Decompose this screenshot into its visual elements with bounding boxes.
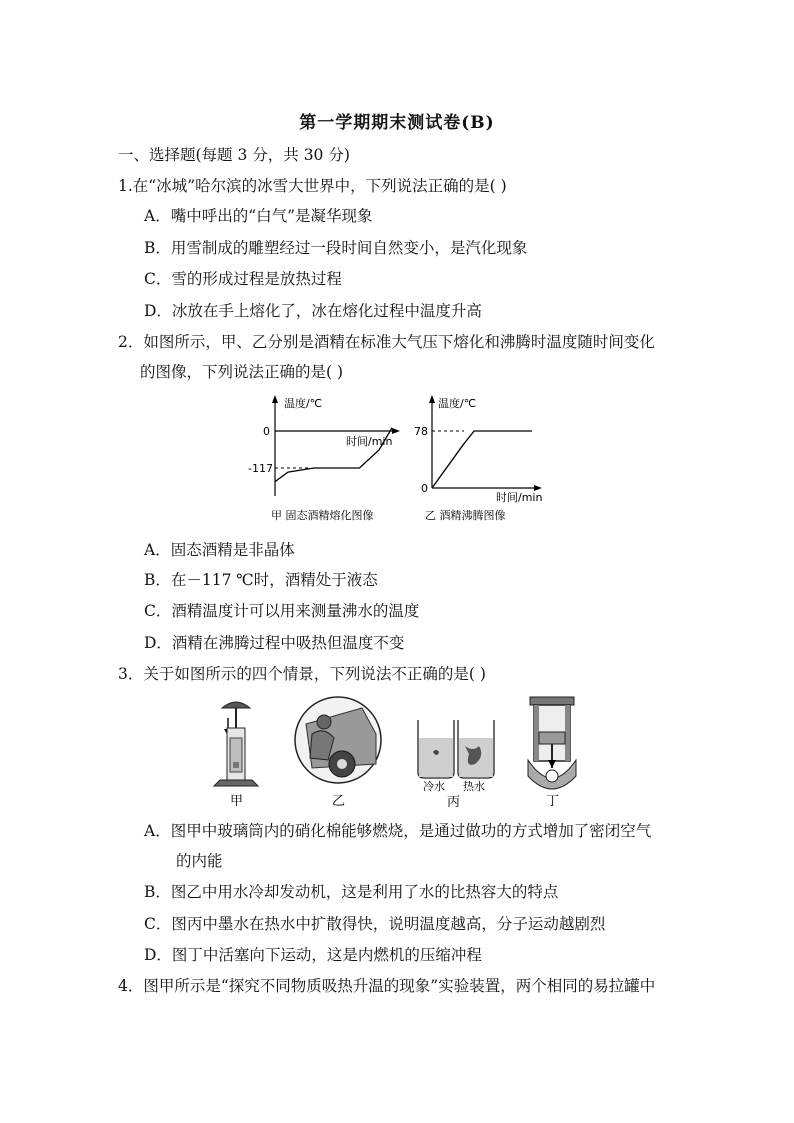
q2-option-c: C．酒精温度计可以用来测量沸水的温度 — [144, 602, 420, 620]
chart2-xlabel: 时间/min — [496, 491, 543, 504]
q1-option-c: C．雪的形成过程是放热过程 — [144, 270, 342, 288]
fig-label-yi: 乙 — [332, 794, 346, 809]
q1-option-b: B．用雪制成的雕塑经过一段时间自然变小，是汽化现象 — [144, 239, 528, 257]
chart2-caption: 乙 酒精沸腾图像 — [425, 509, 506, 522]
q3-stem: 3．关于如图所示的四个情景，下列说法不正确的是( ) — [118, 665, 486, 683]
q2-option-b: B．在－117 ℃时，酒精处于液态 — [144, 571, 378, 589]
chart1-x-arrow — [392, 428, 400, 434]
figure-engine-cylinder — [520, 694, 584, 809]
syringe-handle — [222, 702, 250, 708]
q2-option-d: D．酒精在沸腾过程中吸热但温度不变 — [144, 634, 405, 652]
piston — [539, 732, 565, 744]
chart2-tick-78: 78 — [414, 425, 428, 438]
page-title: 第一学期期末测试卷(B) — [299, 113, 495, 133]
q2-stem-line1: 2．如图所示，甲、乙分别是酒精在标准大气压下熔化和沸腾时温度随时间变化 — [118, 333, 655, 351]
chart2-tick-0: 0 — [421, 482, 428, 495]
chart1-caption: 甲 固态酒精熔化图像 — [271, 509, 374, 522]
q3-option-b: B．图乙中用水冷却发动机，这是利用了水的比热容大的特点 — [144, 883, 559, 901]
label-cold-water: 冷水 — [423, 780, 445, 793]
chart1-y-arrow — [272, 395, 278, 403]
q3-option-d: D．图丁中活塞向下运动，这是内燃机的压缩冲程 — [144, 946, 482, 964]
q2-option-a: A．固态酒精是非晶体 — [144, 541, 295, 559]
chart-melting — [244, 393, 404, 525]
chart1-xlabel: 时间/min — [346, 435, 393, 448]
figure-fire-syringe — [204, 694, 268, 809]
chart2-y-arrow — [429, 395, 435, 403]
q4-stem: 4．图甲所示是“探究不同物质吸热升温的现象”实验装置，两个相同的易拉罐中 — [118, 977, 656, 995]
figure-ink-diffusion — [415, 712, 497, 808]
figure-engine-cooling — [292, 694, 388, 809]
chart1-tick-0: 0 — [263, 425, 270, 438]
piston-down-arrow-icon — [548, 760, 556, 768]
q1-option-d: D．冰放在手上熔化了，冰在熔化过程中温度升高 — [144, 302, 482, 320]
chart2-ylabel: 温度/℃ — [438, 397, 477, 410]
fig-label-bing: 丙 — [447, 795, 461, 810]
chart1-ylabel: 温度/℃ — [284, 397, 323, 410]
label-hot-water: 热水 — [463, 780, 485, 793]
q3-option-a-line2: 的内能 — [176, 852, 223, 870]
chart2-series-line — [432, 431, 532, 488]
chart1-tick-neg117: -117 — [248, 462, 273, 475]
q2-stem-line2: 的图像，下列说法正确的是( ) — [140, 363, 344, 381]
syringe-base — [214, 780, 258, 786]
fig-label-ding: 丁 — [546, 794, 560, 809]
person-head — [317, 715, 331, 729]
q3-option-c: C．图丙中墨水在热水中扩散得快，说明温度越高，分子运动越剧烈 — [144, 915, 606, 933]
section-heading: 一、选择题(每题 3 分，共 30 分) — [118, 146, 350, 164]
q3-option-a-line1: A．图甲中玻璃筒内的硝化棉能够燃烧，是通过做功的方式增加了密闭空气 — [144, 822, 652, 840]
q1-stem: 1.在“冰城”哈尔滨的冰雪大世界中，下列说法正确的是( ) — [118, 177, 507, 195]
q1-option-a: A．嘴中呼出的“白气”是凝华现象 — [144, 207, 373, 225]
chart-boiling — [414, 393, 560, 525]
fig-label-jia: 甲 — [230, 794, 244, 809]
